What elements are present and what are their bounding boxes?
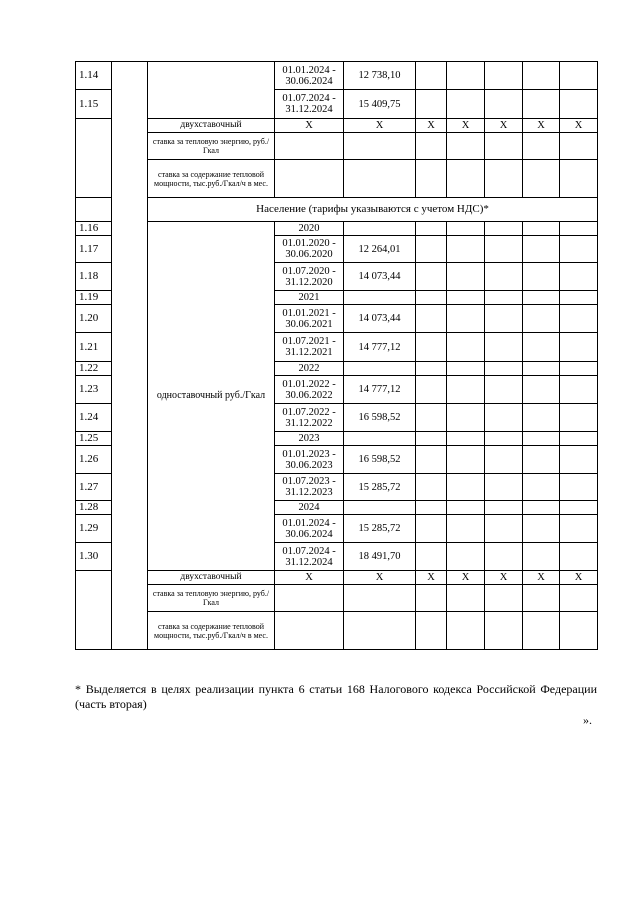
footnote: * Выделяется в целях реализации пункта 6 статьи 168 Налогового кодекса Российской Федерации (часть вторая) bbox=[75, 682, 597, 711]
value-cell: 12 738,10 bbox=[344, 62, 416, 90]
table-cell bbox=[560, 236, 598, 263]
table-cell bbox=[523, 305, 560, 333]
capacity-rate-label: ставка за содержание тепловой мощности, тыс.руб./Гкал/ч в мес. bbox=[148, 612, 275, 650]
x-mark: X bbox=[485, 119, 523, 133]
table-cell bbox=[416, 160, 447, 198]
table-cell bbox=[523, 333, 560, 362]
table-cell bbox=[485, 133, 523, 160]
table-cell bbox=[485, 376, 523, 404]
x-mark: X bbox=[344, 571, 416, 585]
table-cell bbox=[485, 62, 523, 90]
table-cell bbox=[523, 291, 560, 305]
period-cell: 01.01.2022 - 30.06.2022 bbox=[275, 376, 344, 404]
row-number: 1.23 bbox=[76, 376, 112, 404]
table-cell bbox=[485, 236, 523, 263]
table-cell bbox=[416, 62, 447, 90]
row-number: 1.26 bbox=[76, 446, 112, 474]
row-number: 1.28 bbox=[76, 501, 112, 515]
table-cell bbox=[560, 446, 598, 474]
value-cell: 16 598,52 bbox=[344, 404, 416, 432]
year-cell: 2022 bbox=[275, 362, 344, 376]
row-number: 1.30 bbox=[76, 543, 112, 571]
table-cell bbox=[560, 62, 598, 90]
table-cell bbox=[560, 333, 598, 362]
table-cell bbox=[447, 501, 485, 515]
period-cell: 01.01.2024 - 30.06.2024 bbox=[275, 62, 344, 90]
table-cell bbox=[112, 62, 148, 650]
table-cell bbox=[485, 222, 523, 236]
table-cell bbox=[148, 62, 275, 119]
table-cell bbox=[560, 305, 598, 333]
table-cell bbox=[523, 501, 560, 515]
table-cell bbox=[416, 474, 447, 501]
x-mark: X bbox=[416, 571, 447, 585]
table-cell bbox=[344, 160, 416, 198]
value-cell: 15 285,72 bbox=[344, 474, 416, 501]
table-cell bbox=[560, 585, 598, 612]
table-cell bbox=[275, 160, 344, 198]
table-cell bbox=[447, 404, 485, 432]
period-cell: 01.01.2023 - 30.06.2023 bbox=[275, 446, 344, 474]
table-cell bbox=[560, 612, 598, 650]
table-cell bbox=[416, 376, 447, 404]
table-cell bbox=[485, 543, 523, 571]
row-number: 1.20 bbox=[76, 305, 112, 333]
table-cell bbox=[485, 291, 523, 305]
table-cell bbox=[416, 222, 447, 236]
period-cell: 01.07.2021 - 31.12.2021 bbox=[275, 333, 344, 362]
table-cell bbox=[523, 263, 560, 291]
table-cell bbox=[523, 515, 560, 543]
row-number: 1.15 bbox=[76, 90, 112, 119]
table-cell bbox=[523, 432, 560, 446]
row-number: 1.18 bbox=[76, 263, 112, 291]
row-number: 1.16 bbox=[76, 222, 112, 236]
table-cell bbox=[416, 90, 447, 119]
table-cell bbox=[485, 501, 523, 515]
value-cell: 14 073,44 bbox=[344, 305, 416, 333]
table-cell bbox=[447, 333, 485, 362]
x-mark: X bbox=[344, 119, 416, 133]
row-number: 1.19 bbox=[76, 291, 112, 305]
table-cell bbox=[447, 90, 485, 119]
value-cell: 14 073,44 bbox=[344, 263, 416, 291]
value-cell: 12 264,01 bbox=[344, 236, 416, 263]
table-cell bbox=[275, 585, 344, 612]
value-cell: 15 285,72 bbox=[344, 515, 416, 543]
table-cell bbox=[416, 236, 447, 263]
row-number: 1.17 bbox=[76, 236, 112, 263]
two-rate-label: двухставочный bbox=[148, 571, 275, 585]
table-cell bbox=[447, 236, 485, 263]
value-cell: 14 777,12 bbox=[344, 376, 416, 404]
x-mark: X bbox=[560, 119, 598, 133]
table-cell bbox=[447, 543, 485, 571]
table-cell bbox=[416, 333, 447, 362]
table-cell bbox=[523, 133, 560, 160]
table-cell bbox=[485, 474, 523, 501]
table-cell bbox=[416, 404, 447, 432]
table-cell bbox=[560, 432, 598, 446]
table-cell bbox=[485, 585, 523, 612]
period-cell: 01.01.2020 - 30.06.2020 bbox=[275, 236, 344, 263]
table-cell bbox=[485, 446, 523, 474]
table-cell bbox=[560, 263, 598, 291]
year-cell: 2021 bbox=[275, 291, 344, 305]
table-cell bbox=[416, 305, 447, 333]
table-cell bbox=[523, 236, 560, 263]
table-cell bbox=[447, 432, 485, 446]
table-cell bbox=[344, 133, 416, 160]
table-cell bbox=[560, 90, 598, 119]
value-cell bbox=[344, 291, 416, 305]
value-cell: 15 409,75 bbox=[344, 90, 416, 119]
table-cell bbox=[523, 362, 560, 376]
row-number: 1.24 bbox=[76, 404, 112, 432]
table-cell bbox=[447, 291, 485, 305]
table-cell bbox=[560, 515, 598, 543]
table-cell bbox=[560, 160, 598, 198]
table-cell bbox=[523, 62, 560, 90]
tariff-table bbox=[75, 61, 598, 650]
period-cell: 01.07.2024 - 31.12.2024 bbox=[275, 90, 344, 119]
period-cell: 01.07.2022 - 31.12.2022 bbox=[275, 404, 344, 432]
table-cell bbox=[344, 585, 416, 612]
table-cell bbox=[523, 376, 560, 404]
table-cell bbox=[485, 432, 523, 446]
row-number: 1.25 bbox=[76, 432, 112, 446]
table-cell bbox=[275, 133, 344, 160]
heat-rate-label: ставка за тепловую энергию, руб./Гкал bbox=[148, 133, 275, 160]
value-cell bbox=[344, 432, 416, 446]
value-cell bbox=[344, 362, 416, 376]
one-rate-label: одноставочный руб./Гкал bbox=[148, 222, 275, 571]
table-cell bbox=[416, 612, 447, 650]
table-cell bbox=[275, 612, 344, 650]
period-cell: 01.01.2024 - 30.06.2024 bbox=[275, 515, 344, 543]
table-cell bbox=[447, 222, 485, 236]
table-cell bbox=[447, 133, 485, 160]
table-cell bbox=[560, 222, 598, 236]
table-cell bbox=[485, 160, 523, 198]
table-cell bbox=[447, 160, 485, 198]
x-mark: X bbox=[275, 571, 344, 585]
table-cell bbox=[523, 612, 560, 650]
row-number: 1.14 bbox=[76, 62, 112, 90]
table-cell bbox=[447, 263, 485, 291]
table-cell bbox=[447, 446, 485, 474]
year-cell: 2023 bbox=[275, 432, 344, 446]
table-cell bbox=[447, 62, 485, 90]
table-cell bbox=[523, 90, 560, 119]
x-mark: X bbox=[523, 119, 560, 133]
x-mark: X bbox=[523, 571, 560, 585]
table-cell bbox=[523, 222, 560, 236]
table-cell bbox=[523, 160, 560, 198]
table-cell bbox=[485, 515, 523, 543]
table-cell bbox=[416, 501, 447, 515]
table-cell bbox=[447, 362, 485, 376]
table-cell bbox=[76, 119, 112, 198]
table-cell bbox=[523, 404, 560, 432]
table-cell bbox=[523, 446, 560, 474]
value-cell: 18 491,70 bbox=[344, 543, 416, 571]
value-cell bbox=[344, 501, 416, 515]
table-cell bbox=[485, 362, 523, 376]
x-mark: X bbox=[447, 119, 485, 133]
table-cell bbox=[416, 543, 447, 571]
capacity-rate-label: ставка за содержание тепловой мощности, тыс.руб./Гкал/ч в мес. bbox=[148, 160, 275, 198]
x-mark: X bbox=[275, 119, 344, 133]
period-cell: 01.07.2023 - 31.12.2023 bbox=[275, 474, 344, 501]
table-cell bbox=[560, 291, 598, 305]
x-mark: X bbox=[416, 119, 447, 133]
value-cell: 14 777,12 bbox=[344, 333, 416, 362]
table-cell bbox=[485, 305, 523, 333]
table-cell bbox=[416, 432, 447, 446]
period-cell: 01.07.2020 - 31.12.2020 bbox=[275, 263, 344, 291]
table-cell bbox=[560, 543, 598, 571]
table-cell bbox=[416, 515, 447, 543]
table-cell bbox=[560, 376, 598, 404]
table-cell bbox=[485, 263, 523, 291]
row-number: 1.27 bbox=[76, 474, 112, 501]
table-cell bbox=[447, 612, 485, 650]
year-cell: 2024 bbox=[275, 501, 344, 515]
x-mark: X bbox=[485, 571, 523, 585]
heat-rate-label: ставка за тепловую энергию, руб./Гкал bbox=[148, 585, 275, 612]
table-cell bbox=[416, 585, 447, 612]
table-cell bbox=[447, 305, 485, 333]
table-cell bbox=[523, 543, 560, 571]
table-cell bbox=[560, 362, 598, 376]
table-cell bbox=[416, 446, 447, 474]
two-rate-label: двухставочный bbox=[148, 119, 275, 133]
table-cell bbox=[416, 133, 447, 160]
table-cell bbox=[560, 133, 598, 160]
year-cell: 2020 bbox=[275, 222, 344, 236]
table-cell bbox=[523, 474, 560, 501]
row-number: 1.29 bbox=[76, 515, 112, 543]
table-cell bbox=[416, 291, 447, 305]
table-cell bbox=[560, 474, 598, 501]
period-cell: 01.07.2024 - 31.12.2024 bbox=[275, 543, 344, 571]
table-cell bbox=[485, 404, 523, 432]
value-cell: 16 598,52 bbox=[344, 446, 416, 474]
table-cell bbox=[485, 90, 523, 119]
table-cell bbox=[76, 198, 112, 222]
table-cell bbox=[447, 376, 485, 404]
closing-quote: ». bbox=[583, 713, 592, 727]
table-cell bbox=[485, 612, 523, 650]
x-mark: X bbox=[560, 571, 598, 585]
table-cell bbox=[523, 585, 560, 612]
table-cell bbox=[560, 501, 598, 515]
table-cell bbox=[485, 333, 523, 362]
table-cell bbox=[344, 612, 416, 650]
row-number: 1.21 bbox=[76, 333, 112, 362]
table-cell bbox=[76, 571, 112, 650]
table-cell bbox=[447, 474, 485, 501]
table-cell bbox=[416, 362, 447, 376]
table-cell bbox=[560, 404, 598, 432]
value-cell bbox=[344, 222, 416, 236]
row-number: 1.22 bbox=[76, 362, 112, 376]
table-cell bbox=[447, 515, 485, 543]
table-cell bbox=[416, 263, 447, 291]
period-cell: 01.01.2021 - 30.06.2021 bbox=[275, 305, 344, 333]
table-cell bbox=[447, 585, 485, 612]
x-mark: X bbox=[447, 571, 485, 585]
population-header: Население (тарифы указываются с учетом НДС)* bbox=[148, 198, 598, 222]
